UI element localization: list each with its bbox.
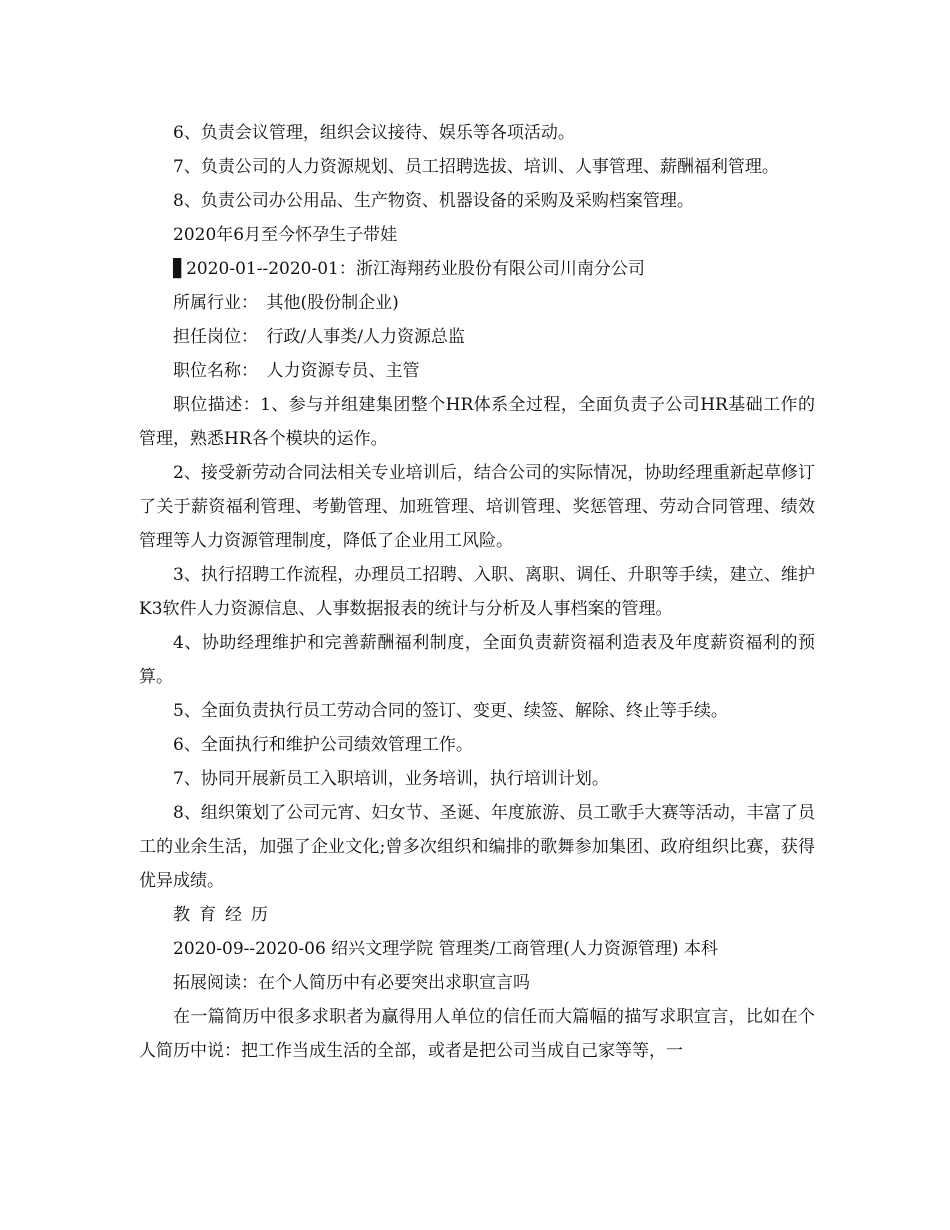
education-heading: 教育经历 — [173, 905, 277, 925]
job-description-2: 2、接受新劳动合同法相关专业培训后，结合公司的实际情况，协助经理重新起草修订了关于薪资福利管理、考勤管理、加班管理、培训管理、奖惩管理、劳动合同管理、绩效管理等人力资源管理制度，降低了企业用工风险。 — [139, 463, 815, 551]
industry-line: 所属行业： 其他(股份制企业) — [173, 293, 399, 313]
duty-8-procurement: 8、负责公司办公用品、生产物资、机器设备的采购及采购档案管理。 — [173, 191, 694, 211]
job-description-4: 4、协助经理维护和完善薪酬福利制度，全面负责薪资福利造表及年度薪资福利的预算。 — [139, 633, 815, 687]
job-description-7: 7、协同开展新员工入职培训，业务培训，执行培训计划。 — [173, 769, 609, 789]
extended-reading-title: 拓展阅读：在个人简历中有必要突出求职宣言吗 — [173, 973, 530, 993]
job-description-1: 职位描述：1、参与并组建集团整个HR体系全过程，全面负责子公司HR基础工作的管理，熟悉HR各个模块的运作。 — [139, 395, 815, 449]
job-period-company: ▋2020-01--2020-01：浙江海翔药业股份有限公司川南分公司 — [173, 259, 645, 279]
duty-7-hr-planning: 7、负责公司的人力资源规划、员工招聘选拔、培训、人事管理、薪酬福利管理。 — [173, 157, 779, 177]
extended-reading-text: 在一篇简历中很多求职者为赢得用人单位的信任而大篇幅的描写求职宣言，比如在个人简历中说：把工作当成生活的全部，或者是把公司当成自己家等等，一 — [139, 1007, 815, 1061]
career-gap-note: 2020年6月至今怀孕生子带娃 — [173, 225, 398, 245]
document-body — [139, 116, 815, 1068]
position-line: 担任岗位： 行政/人事类/人力资源总监 — [173, 327, 465, 347]
duty-6-meeting: 6、负责会议管理，组织会议接待、娱乐等各项活动。 — [173, 123, 575, 143]
job-description-8: 8、组织策划了公司元宵、妇女节、圣诞、年度旅游、员工歌手大赛等活动，丰富了员工的业余生活，加强了企业文化;曾多次组织和编排的歌舞参加集团、政府组织比赛，获得优异成绩。 — [139, 803, 815, 891]
job-description-6: 6、全面执行和维护公司绩效管理工作。 — [173, 735, 473, 755]
job-description-5: 5、全面负责执行员工劳动合同的签订、变更、续签、解除、终止等手续。 — [173, 701, 728, 721]
job-description-3: 3、执行招聘工作流程，办理员工招聘、入职、离职、调任、升职等手续，建立、维护K3软件人力资源信息、人事数据报表的统计与分析及人事档案的管理。 — [139, 565, 815, 619]
job-title-line: 职位名称： 人力资源专员、主管 — [173, 361, 420, 381]
education-entry: 2020-09--2020-06 绍兴文理学院 管理类/工商管理(人力资源管理) 本科 — [173, 939, 718, 959]
